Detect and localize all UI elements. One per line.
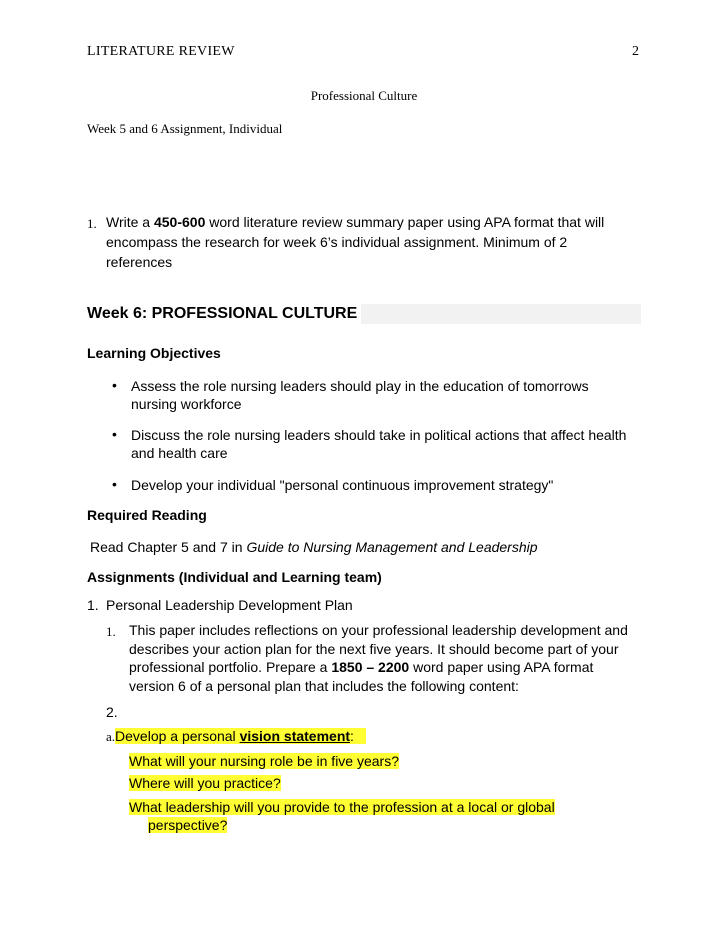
question-3-cont-text: perspective? (148, 817, 228, 833)
vision-line (106, 726, 366, 747)
item1-line2: encompass the research for week 6’s individual assignment. Minimum of 2 (106, 234, 568, 250)
sub-item-line3-rest: word paper using APA format (409, 659, 594, 675)
section-title: Week 6: PROFESSIONAL CULTURE (87, 304, 361, 324)
assignments-heading: Assignments (Individual and Learning team) (87, 569, 382, 585)
sub-item-line1: This paper includes reflections on your professional leadership development and (129, 622, 628, 638)
running-head: LITERATURE REVIEW (87, 44, 235, 59)
item1-line1 (106, 212, 604, 232)
bullet-icon: • (112, 377, 117, 393)
required-reading-heading: Required Reading (87, 507, 207, 523)
item1-line3: references (106, 254, 173, 270)
item1-number: 1. (87, 216, 97, 231)
sub-item-line3-emphasis: 1850 – 2200 (331, 659, 410, 675)
question-3 (129, 797, 555, 817)
sub-item-line4: version 6 of a personal plan that includes the following content: (129, 678, 519, 694)
bullet-icon: • (112, 476, 117, 492)
letter-a: a. (106, 729, 116, 744)
question-2-text: Where will you practice? (129, 775, 281, 791)
question-2 (129, 773, 281, 793)
second-number: 2. (106, 704, 118, 720)
learning-objectives-heading: Learning Objectives (87, 345, 221, 361)
bullet-icon: • (112, 426, 117, 442)
sub-item-line2: describes your action plan for the next five years. It should become part of your (129, 641, 619, 657)
sub-item-number: 1. (106, 624, 116, 639)
objective-3-line1: Develop your individual "personal continuous improvement strategy" (131, 477, 554, 493)
objective-2-line1: Discuss the role nursing leaders should take in political actions that affect health (131, 427, 627, 443)
page-title: Professional Culture (310, 88, 418, 103)
objective-1-line2: nursing workforce (131, 396, 242, 412)
vision-emphasis: vision statement (239, 728, 351, 744)
page-number: 2 (632, 44, 639, 59)
assignment-item-number: 1. (87, 597, 99, 613)
required-reading-book: Guide to Nursing Management and Leadership (246, 539, 538, 555)
sub-item-line3 (129, 657, 593, 677)
item1-prefix: Write a (106, 214, 154, 230)
assignment-line: Week 5 and 6 Assignment, Individual (87, 121, 283, 136)
objective-2-line2: and health care (131, 445, 228, 461)
question-1-text: What will your nursing role be in five years? (129, 753, 400, 769)
vision-highlight-pad (354, 728, 366, 744)
question-3-text: What leadership will you provide to the profession at a local or global (129, 799, 555, 815)
required-reading-prefix: Read Chapter 5 and 7 in (90, 539, 247, 555)
item1-line1-rest: word literature review summary paper using APA format that will (205, 214, 605, 230)
vision-prefix: Develop a personal (115, 728, 240, 744)
required-reading-text (90, 537, 538, 557)
assignment-item-title: Personal Leadership Development Plan (106, 597, 353, 613)
vision-suffix: : (350, 728, 354, 744)
sub-item-line3-prefix: professional portfolio. Prepare a (129, 659, 332, 675)
objective-1-line1: Assess the role nursing leaders should play in the education of tomorrows (131, 378, 589, 394)
question-1 (129, 751, 399, 771)
question-3-cont (148, 815, 227, 835)
item1-emphasis: 450-600 (153, 214, 206, 230)
